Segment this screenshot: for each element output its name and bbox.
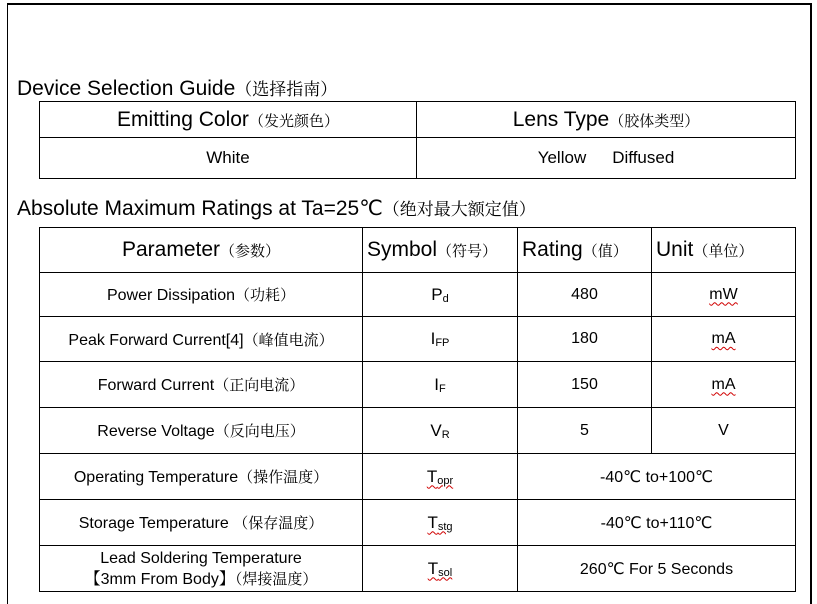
lens-type-header: Lens Type（胶体类型） bbox=[417, 102, 796, 138]
unit-cell: mA bbox=[652, 362, 796, 408]
symbol-cell: Pd bbox=[363, 273, 518, 317]
abs-max-title-cn: （绝对最大额定值） bbox=[382, 200, 536, 219]
symbol-cell: Topr bbox=[363, 454, 518, 500]
selection-guide-title: Device Selection Guide bbox=[17, 77, 236, 100]
rating-cell: 5 bbox=[518, 408, 652, 454]
unit-cell: mW bbox=[652, 273, 796, 317]
abs-max-title: Absolute Maximum Ratings at Ta=25℃ bbox=[17, 197, 383, 220]
table-row bbox=[40, 408, 796, 454]
table-row bbox=[40, 273, 796, 317]
emitting-color-header: Emitting Color（发光颜色） bbox=[40, 102, 417, 138]
parameter-header: Parameter（参数） bbox=[40, 228, 363, 273]
symbol-cell: Tstg bbox=[363, 500, 518, 546]
rating-cell: 180 bbox=[518, 317, 652, 362]
table-row bbox=[40, 317, 796, 362]
page-frame-right bbox=[810, 3, 812, 604]
rating-header: Rating（值） bbox=[518, 228, 652, 273]
param-cell: Storage Temperature （保存温度） bbox=[40, 500, 363, 546]
page-frame-left bbox=[7, 3, 8, 604]
unit-header: Unit（单位） bbox=[652, 228, 796, 273]
selection-guide-title-cn: （选择指南） bbox=[235, 80, 338, 99]
param-cell: Reverse Voltage（反向电压） bbox=[40, 408, 363, 454]
symbol-cell: VR bbox=[363, 408, 518, 454]
lens-type-value bbox=[417, 138, 796, 179]
param-cell: Lead Soldering Temperature 【3mm From Body】（焊接温度） bbox=[40, 546, 363, 592]
table-row bbox=[40, 546, 796, 592]
symbol-header: Symbol（符号） bbox=[363, 228, 518, 273]
abs-max-table bbox=[39, 227, 796, 592]
symbol-cell: IFP bbox=[363, 317, 518, 362]
rating-cell: 480 bbox=[518, 273, 652, 317]
rating-cell: 150 bbox=[518, 362, 652, 408]
range-cell: 260℃ For 5 Seconds bbox=[518, 546, 796, 592]
selection-guide-table bbox=[39, 101, 796, 179]
selection-guide-row bbox=[40, 138, 796, 179]
range-cell: -40℃ to+100℃ bbox=[518, 454, 796, 500]
table-row bbox=[40, 500, 796, 546]
unit-cell: V bbox=[652, 408, 796, 454]
lens-color: Yellow bbox=[537, 148, 587, 167]
param-cell: Power Dissipation（功耗） bbox=[40, 273, 363, 317]
abs-max-heading bbox=[17, 198, 536, 219]
page-frame-top bbox=[7, 3, 812, 5]
lens-finish: Diffused bbox=[612, 148, 675, 167]
param-cell: Peak Forward Current[4]（峰值电流） bbox=[40, 317, 363, 362]
selection-guide-header-row bbox=[40, 102, 796, 138]
table-row bbox=[40, 362, 796, 408]
range-cell: -40℃ to+110℃ bbox=[518, 500, 796, 546]
param-cell: Forward Current（正向电流） bbox=[40, 362, 363, 408]
emitting-color-value: White bbox=[40, 138, 417, 179]
table-row bbox=[40, 454, 796, 500]
abs-max-header-row bbox=[40, 228, 796, 273]
symbol-cell: IF bbox=[363, 362, 518, 408]
symbol-cell: Tsol bbox=[363, 546, 518, 592]
param-cell: Operating Temperature（操作温度） bbox=[40, 454, 363, 500]
unit-cell: mA bbox=[652, 317, 796, 362]
selection-guide-heading bbox=[17, 78, 337, 99]
